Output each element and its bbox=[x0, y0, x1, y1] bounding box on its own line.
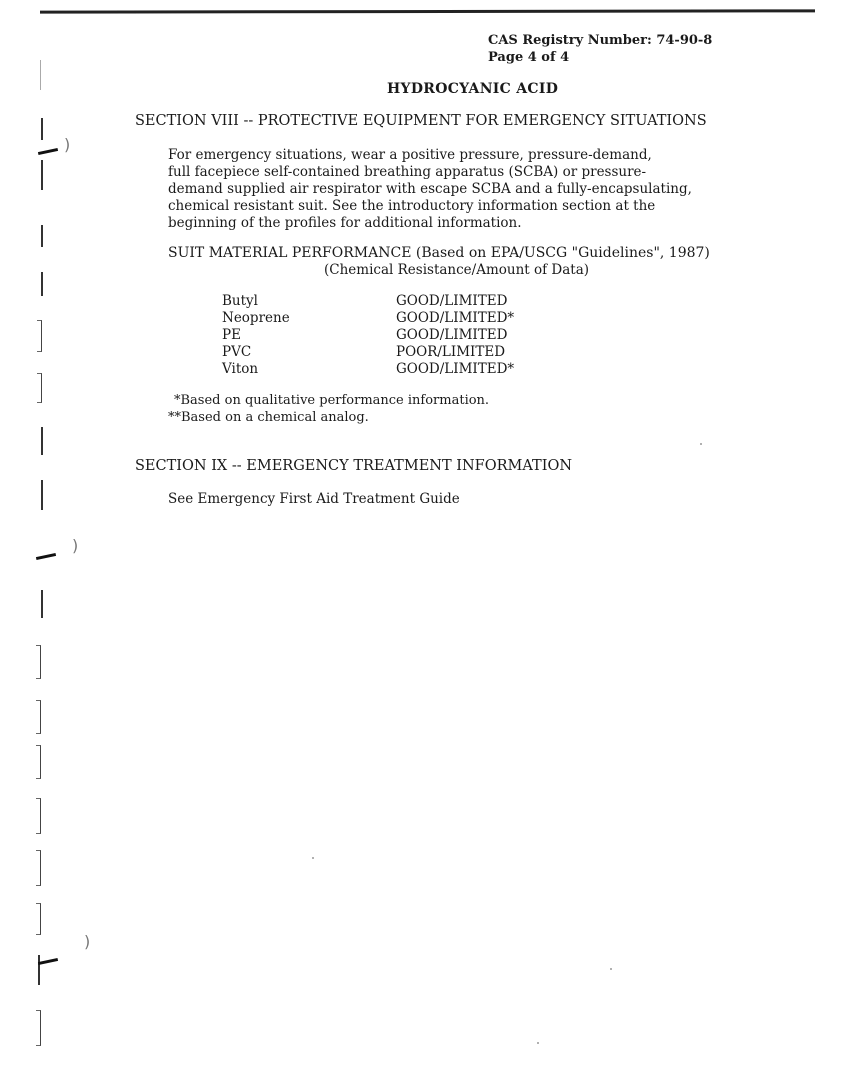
scan-mark bbox=[37, 320, 42, 352]
suit-material-title: SUIT MATERIAL PERFORMANCE (Based on EPA/USCG "Guidelines", 1987) bbox=[168, 245, 710, 261]
section-8-heading: SECTION VIII -- PROTECTIVE EQUIPMENT FOR EMERGENCY SITUATIONS bbox=[135, 113, 707, 129]
scan-mark bbox=[36, 798, 41, 834]
material-name: Butyl bbox=[222, 293, 258, 309]
table-row bbox=[222, 361, 582, 378]
scan-mark bbox=[36, 745, 41, 779]
suit-material-subtitle: (Chemical Resistance/Amount of Data) bbox=[324, 262, 590, 278]
scan-mark bbox=[36, 700, 41, 734]
table-row bbox=[222, 293, 582, 310]
scan-mark bbox=[36, 1010, 41, 1046]
section-9-text: See Emergency First Aid Treatment Guide bbox=[168, 491, 460, 507]
suit-material-table bbox=[222, 293, 582, 378]
section-9-heading: SECTION IX -- EMERGENCY TREATMENT INFORMATION bbox=[135, 458, 573, 474]
table-row bbox=[222, 327, 582, 344]
material-name: PE bbox=[222, 327, 241, 343]
binder-hook-mark bbox=[36, 553, 56, 560]
table-row bbox=[222, 310, 582, 327]
scan-mark bbox=[41, 480, 43, 510]
page-number: Page 4 of 4 bbox=[488, 50, 570, 65]
scan-mark bbox=[41, 225, 43, 247]
footnote-single-asterisk: *Based on qualitative performance information. bbox=[174, 393, 490, 408]
paragraph-line: chemical resistant suit. See the introductory information section at the bbox=[168, 198, 656, 214]
footnote-double-asterisk: **Based on a chemical analog. bbox=[168, 410, 369, 425]
paragraph-line: beginning of the profiles for additional information. bbox=[168, 215, 522, 231]
material-rating: POOR/LIMITED bbox=[396, 344, 506, 360]
scan-mark: ) bbox=[64, 135, 71, 154]
table-row bbox=[222, 344, 582, 361]
material-name: Viton bbox=[222, 361, 259, 377]
paragraph-line: full facepiece self-contained breathing apparatus (SCBA) or pressure- bbox=[168, 164, 647, 180]
scan-mark bbox=[38, 955, 40, 985]
paragraph-line: For emergency situations, wear a positive pressure, pressure-demand, bbox=[168, 147, 652, 163]
scan-mark bbox=[36, 903, 41, 935]
cas-registry-number: CAS Registry Number: 74-90-8 bbox=[488, 33, 713, 48]
scan-mark bbox=[41, 118, 43, 140]
scan-mark bbox=[41, 160, 43, 190]
document-title: HYDROCYANIC ACID bbox=[387, 81, 559, 97]
material-rating: GOOD/LIMITED* bbox=[396, 361, 515, 377]
scan-speck bbox=[610, 968, 612, 970]
binder-hook-mark bbox=[38, 958, 58, 965]
scan-mark: ) bbox=[72, 536, 79, 555]
scan-mark: ) bbox=[84, 932, 91, 951]
paragraph-line: demand supplied air respirator with escape SCBA and a fully-encapsulating, bbox=[168, 181, 692, 197]
binder-hook-mark bbox=[38, 148, 58, 155]
top-rule bbox=[40, 9, 815, 13]
material-name: Neoprene bbox=[222, 310, 290, 326]
material-name: PVC bbox=[222, 344, 252, 360]
scan-speck bbox=[312, 857, 314, 859]
scan-mark bbox=[36, 850, 41, 886]
scan-mark bbox=[41, 272, 43, 296]
section-8-paragraph bbox=[168, 147, 758, 232]
scan-mark bbox=[36, 645, 41, 679]
material-rating: GOOD/LIMITED* bbox=[396, 310, 515, 326]
scan-speck bbox=[537, 1042, 539, 1044]
scan-mark bbox=[41, 427, 43, 455]
material-rating: GOOD/LIMITED bbox=[396, 327, 508, 343]
scan-mark bbox=[40, 60, 41, 90]
scan-speck bbox=[700, 443, 702, 445]
material-rating: GOOD/LIMITED bbox=[396, 293, 508, 309]
scan-mark bbox=[41, 590, 43, 618]
scan-mark bbox=[37, 373, 42, 403]
